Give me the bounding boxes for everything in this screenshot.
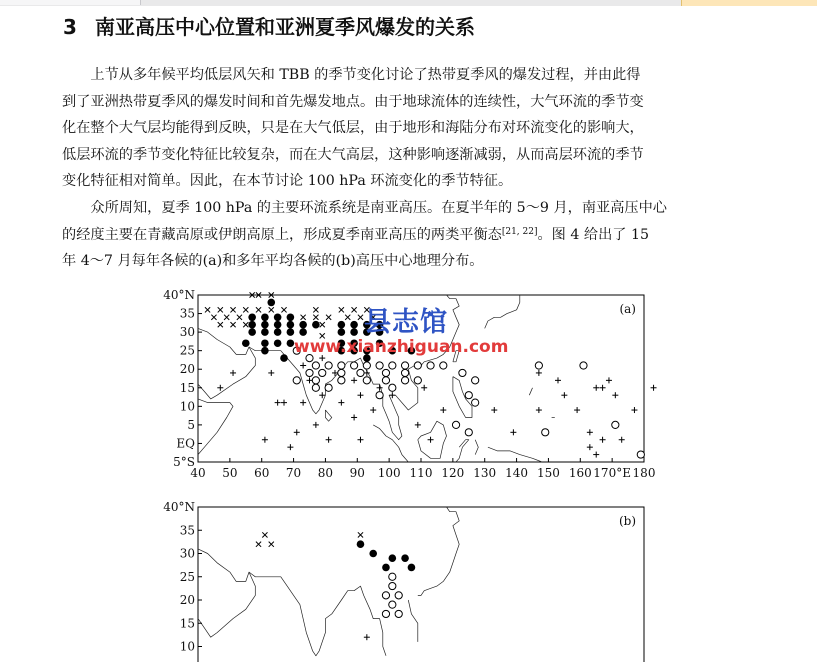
- y-tick-label: 35: [179, 306, 195, 321]
- marker-plus: [351, 414, 357, 420]
- marker-plus: [491, 407, 497, 413]
- paragraph-1: [62, 62, 776, 195]
- panel-label: (a): [619, 302, 636, 316]
- marker-filled-circle: [338, 339, 346, 347]
- marker-plus: [217, 385, 223, 391]
- paragraph-2: [62, 195, 776, 275]
- marker-open-circle: [293, 377, 300, 384]
- x-tick-label: 60: [254, 466, 270, 480]
- marker-plus: [313, 422, 319, 428]
- marker-open-circle: [382, 369, 389, 376]
- marker-open-circle: [325, 384, 332, 391]
- marker-filled-circle: [401, 554, 409, 562]
- window-tab[interactable]: [0, 0, 141, 5]
- marker-plus: [300, 400, 306, 406]
- marker-open-circle: [306, 369, 313, 376]
- x-tick-label: 50: [222, 466, 238, 480]
- marker-filled-circle: [369, 550, 377, 558]
- marker-open-circle: [363, 377, 370, 384]
- marker-filled-circle: [287, 328, 295, 336]
- coastline: [198, 328, 255, 399]
- marker-plus: [631, 407, 637, 413]
- y-tick-label: 10: [179, 639, 195, 654]
- marker-cross: [224, 315, 229, 320]
- marker-cross: [313, 315, 318, 320]
- marker-filled-circle: [338, 321, 346, 329]
- coastline: [418, 507, 459, 595]
- marker-open-circle: [389, 582, 396, 589]
- marker-cross: [301, 315, 306, 320]
- marker-open-circle: [382, 592, 389, 599]
- marker-plus: [593, 452, 599, 458]
- paragraph-line: 化在整个大气层均能得到反映，只是在大气低层，由于地形和海陆分布对环流变化的影响大，: [62, 120, 644, 137]
- marker-filled-circle: [350, 328, 358, 336]
- marker-filled-circle: [299, 321, 307, 329]
- marker-plus: [555, 377, 561, 383]
- marker-plus: [326, 437, 332, 443]
- marker-plus: [651, 385, 657, 391]
- marker-filled-circle: [248, 328, 256, 336]
- marker-filled-circle: [261, 339, 269, 347]
- marker-filled-circle: [242, 339, 250, 347]
- marker-open-circle: [382, 610, 389, 617]
- x-tick-label: 70: [285, 466, 302, 480]
- marker-plus: [593, 385, 599, 391]
- marker-cross: [313, 307, 318, 312]
- paragraph-line: [62, 222, 776, 249]
- marker-plus: [351, 377, 357, 383]
- paragraph-line: 低层环流的季节变化特征比较复杂，而在大气高层，这种影响逐渐减弱，从而高层环流的季节: [62, 146, 644, 163]
- y-tick-label: 10: [179, 399, 195, 414]
- marker-plus: [294, 429, 300, 435]
- marker-cross: [218, 307, 223, 312]
- marker-filled-circle: [274, 339, 282, 347]
- marker-cross: [205, 307, 210, 312]
- marker-filled-circle: [376, 321, 384, 329]
- marker-plus: [612, 392, 618, 398]
- marker-filled-circle: [287, 313, 295, 321]
- marker-open-circle: [338, 362, 345, 369]
- marker-cross: [269, 307, 274, 312]
- marker-filled-circle: [363, 328, 371, 336]
- marker-plus: [262, 437, 268, 443]
- marker-filled-circle: [363, 354, 371, 362]
- marker-plus: [619, 437, 625, 443]
- paragraph-line: 众所周知，夏季 100 hPa 的主要环流系统是南亚高压。在夏半年的 5～9 月，南亚高压中心: [62, 200, 667, 216]
- y-tick-label: 5°S: [173, 455, 195, 469]
- marker-plus: [574, 407, 580, 413]
- marker-filled-circle: [389, 554, 397, 562]
- marker-filled-circle: [267, 299, 275, 307]
- marker-filled-circle: [280, 354, 288, 362]
- x-tick-label: 80: [317, 466, 334, 480]
- marker-cross: [256, 542, 261, 547]
- marker-open-circle: [338, 369, 345, 376]
- marker-filled-circle: [338, 328, 346, 336]
- marker-filled-circle: [363, 347, 371, 355]
- marker-plus: [230, 370, 236, 376]
- marker-filled-circle: [274, 328, 282, 336]
- marker-open-circle: [472, 399, 479, 406]
- marker-cross: [345, 315, 350, 320]
- marker-plus: [338, 400, 344, 406]
- paragraph-text: 的经度主要在青藏高原或伊朗高原上，形成夏季南亚高压的两类平衡态: [62, 226, 502, 243]
- watermark-title: 县志馆: [364, 307, 448, 338]
- marker-filled-circle: [248, 321, 256, 329]
- marker-open-circle: [351, 362, 358, 369]
- marker-open-circle: [357, 369, 364, 376]
- marker-plus: [319, 355, 325, 361]
- marker-open-circle: [472, 377, 479, 384]
- marker-open-circle: [459, 369, 466, 376]
- marker-plus: [587, 444, 593, 450]
- marker-plus: [370, 407, 376, 413]
- marker-open-circle: [312, 362, 319, 369]
- paragraph-text: 。图 4 给出了 15: [537, 226, 650, 243]
- toolbar-accent: [681, 0, 817, 6]
- y-tick-label: 30: [179, 325, 195, 340]
- marker-filled-circle: [338, 347, 346, 355]
- paragraph-line: 到了亚洲热带夏季风的爆发时间和首先爆发地点。由于地球流体的连续性，大气环流的季节变: [62, 93, 644, 110]
- marker-filled-circle: [261, 328, 269, 336]
- marker-filled-circle: [408, 347, 416, 355]
- marker-open-circle: [535, 362, 542, 369]
- y-tick-label: 25: [179, 569, 195, 584]
- x-tick-label: 40: [190, 466, 206, 480]
- section-number: 3: [63, 15, 77, 39]
- marker-cross: [269, 542, 274, 547]
- marker-plus: [600, 437, 606, 443]
- coastline: [408, 600, 418, 642]
- marker-filled-circle: [363, 321, 371, 329]
- x-tick-label: 180: [632, 466, 656, 480]
- x-tick-label: 140: [505, 466, 529, 480]
- marker-plus: [357, 392, 363, 398]
- marker-open-circle: [363, 362, 370, 369]
- marker-open-circle: [306, 354, 313, 361]
- marker-filled-circle: [350, 321, 358, 329]
- marker-open-circle: [395, 592, 402, 599]
- marker-plus: [536, 407, 542, 413]
- marker-plus: [415, 422, 421, 428]
- marker-cross: [358, 532, 363, 537]
- marker-filled-circle: [350, 347, 358, 355]
- marker-open-circle: [338, 377, 345, 384]
- marker-plus: [440, 407, 446, 413]
- coastline: [488, 447, 542, 462]
- marker-plus: [606, 377, 612, 383]
- y-tick-label: 25: [179, 343, 195, 358]
- marker-filled-circle: [408, 564, 416, 572]
- watermark-url: www.xianzhiguan.com: [294, 337, 509, 357]
- marker-open-circle: [465, 392, 472, 399]
- marker-cross: [256, 307, 261, 312]
- y-tick-label: 15: [179, 380, 195, 395]
- marker-cross: [281, 307, 286, 312]
- marker-open-circle: [401, 377, 408, 384]
- y-tick-label: 20: [179, 593, 195, 607]
- marker-open-circle: [293, 347, 300, 354]
- marker-cross: [243, 322, 248, 327]
- marker-open-circle: [382, 377, 389, 384]
- marker-plus: [421, 385, 427, 391]
- marker-cross: [262, 532, 267, 537]
- marker-plus: [307, 377, 313, 383]
- coastline: [198, 549, 255, 637]
- marker-open-circle: [452, 421, 459, 428]
- marker-plus: [332, 370, 338, 376]
- x-tick-label: 130: [473, 466, 497, 480]
- x-tick-label: 160: [568, 466, 592, 480]
- coastline: [456, 440, 469, 462]
- marker-open-circle: [465, 429, 472, 436]
- marker-open-circle: [401, 369, 408, 376]
- marker-filled-circle: [382, 564, 390, 572]
- coastline: [529, 388, 532, 395]
- marker-open-circle: [312, 384, 319, 391]
- marker-open-circle: [427, 362, 434, 369]
- marker-filled-circle: [350, 339, 358, 347]
- y-tick-label: 30: [179, 546, 195, 561]
- marker-filled-circle: [376, 339, 384, 347]
- marker-filled-circle: [376, 328, 384, 336]
- marker-open-circle: [612, 421, 619, 428]
- marker-filled-circle: [357, 540, 365, 548]
- y-tick-label: 5: [187, 417, 195, 432]
- x-tick-label: 100: [377, 466, 401, 480]
- figure-4: [156, 284, 676, 662]
- y-tick-label: 40°N: [163, 288, 195, 302]
- marker-open-circle: [389, 384, 396, 391]
- paragraph-line: 变化特征相对简单。因此，在本节讨论 100 hPa 环流变化的季节特征。: [62, 173, 513, 190]
- marker-plus: [357, 437, 363, 443]
- map-frame: [198, 507, 644, 662]
- marker-open-circle: [389, 601, 396, 608]
- marker-cross: [352, 307, 357, 312]
- marker-filled-circle: [274, 313, 282, 321]
- marker-open-circle: [414, 377, 421, 384]
- marker-plus: [275, 400, 281, 406]
- marker-open-circle: [389, 573, 396, 580]
- marker-open-circle: [395, 610, 402, 617]
- x-tick-label: 90: [349, 466, 365, 480]
- figure-canvas: [156, 284, 676, 662]
- y-tick-label: EQ: [176, 436, 195, 451]
- x-tick-label: 110: [409, 466, 433, 480]
- y-tick-label: 15: [179, 616, 195, 631]
- marker-plus: [268, 370, 274, 376]
- marker-cross: [320, 333, 325, 338]
- marker-cross: [326, 315, 331, 320]
- marker-plus: [364, 634, 370, 640]
- x-tick-label: 120: [441, 466, 465, 480]
- marker-open-circle: [319, 369, 326, 376]
- marker-filled-circle: [261, 321, 269, 329]
- marker-plus: [536, 370, 542, 376]
- marker-cross: [243, 307, 248, 312]
- x-tick-label: 170°E: [593, 466, 631, 480]
- marker-cross: [230, 307, 235, 312]
- marker-filled-circle: [261, 313, 269, 321]
- section-title: 南亚高压中心位置和亚洲夏季风爆发的关系: [95, 15, 475, 39]
- coastline: [249, 572, 386, 656]
- coastline: [325, 410, 331, 421]
- marker-filled-circle: [389, 347, 397, 355]
- marker-plus: [561, 392, 567, 398]
- marker-open-circle: [542, 429, 549, 436]
- marker-open-circle: [401, 362, 408, 369]
- marker-cross: [320, 322, 325, 327]
- marker-plus: [300, 363, 306, 369]
- marker-filled-circle: [299, 328, 307, 336]
- marker-plus: [287, 444, 293, 450]
- y-tick-label: 20: [179, 362, 195, 377]
- marker-cross: [211, 315, 216, 320]
- marker-cross: [364, 307, 369, 312]
- coastline: [485, 295, 520, 328]
- coastline: [198, 399, 233, 455]
- marker-filled-circle: [248, 313, 256, 321]
- coastline: [453, 351, 459, 362]
- marker-open-circle: [376, 392, 383, 399]
- paragraph-line: 上节从多年候平均低层风矢和 TBB 的季节变化讨论了热带夏季风的爆发过程，并由此得: [62, 67, 641, 83]
- marker-plus: [377, 385, 383, 391]
- marker-open-circle: [312, 377, 319, 384]
- coastline: [373, 425, 408, 462]
- marker-cross: [371, 315, 376, 320]
- marker-plus: [587, 429, 593, 435]
- marker-plus: [281, 400, 287, 406]
- marker-cross: [230, 322, 235, 327]
- marker-cross: [339, 307, 344, 312]
- section-heading: [63, 14, 763, 40]
- marker-filled-circle: [287, 339, 295, 347]
- marker-cross: [358, 315, 363, 320]
- marker-cross: [237, 315, 242, 320]
- marker-open-circle: [414, 362, 421, 369]
- marker-open-circle: [325, 362, 332, 369]
- y-tick-label: 35: [179, 523, 195, 538]
- paragraph-line: 年 4～7 月每年各候的(a)和多年平均各候的(b)高压中心地理分布。: [62, 253, 484, 270]
- y-tick-label: 40°N: [163, 500, 195, 514]
- marker-filled-circle: [274, 321, 282, 329]
- marker-open-circle: [440, 362, 447, 369]
- citation[interactable]: [21, 22]: [501, 226, 538, 237]
- marker-open-circle: [389, 362, 396, 369]
- x-tick-label: 150: [536, 466, 560, 480]
- coastline: [475, 440, 478, 455]
- marker-open-circle: [376, 362, 383, 369]
- window-top-strip: [0, 0, 817, 6]
- marker-filled-circle: [287, 321, 295, 329]
- marker-filled-circle: [261, 347, 269, 355]
- marker-open-circle: [637, 451, 644, 458]
- marker-filled-circle: [312, 321, 320, 329]
- marker-plus: [510, 429, 516, 435]
- marker-plus: [428, 437, 434, 443]
- marker-plus: [600, 385, 606, 391]
- marker-cross: [218, 322, 223, 327]
- marker-open-circle: [580, 362, 587, 369]
- panel-label: (b): [618, 514, 636, 528]
